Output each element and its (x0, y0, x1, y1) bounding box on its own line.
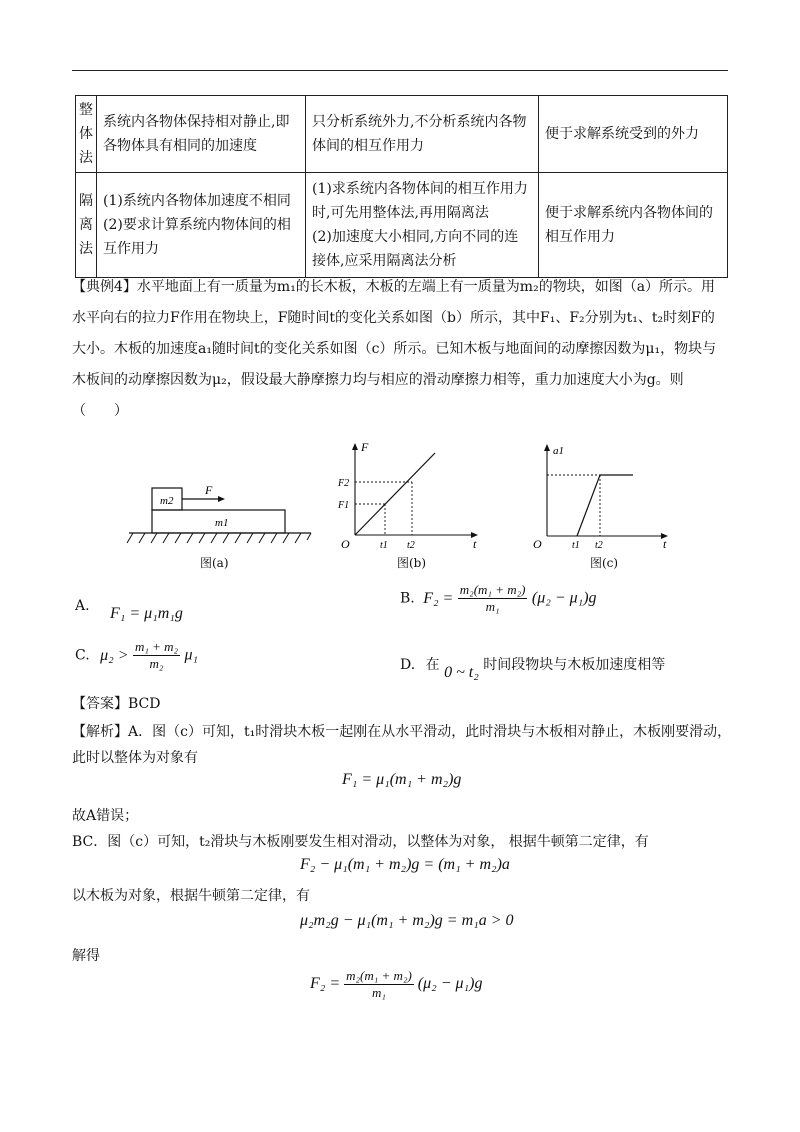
figure-c-caption: 图(c) (590, 556, 619, 570)
y-label: F (361, 440, 369, 454)
equation-4 (310, 968, 482, 1001)
eq4-lhs: F₂ = (310, 975, 341, 993)
fraction-den: m₁ (372, 985, 386, 1000)
tick-f2: F2 (338, 478, 350, 489)
accel-ramp (577, 475, 600, 536)
figure-b-caption: 图(b) (397, 556, 427, 570)
row-head: 整体法 (76, 96, 97, 173)
fraction-num: m₂(m₁ + m₂) (346, 968, 412, 983)
row-head: 隔离法 (76, 173, 97, 278)
ground-hatching (127, 533, 311, 543)
analysis-line-2: 此时以整体为对象有 (72, 750, 198, 766)
option-tail: μ₁ (184, 646, 199, 664)
cell-condition: (1)系统内各物体加速度不相同 (2)要求计算系统内物体间的相互作用力 (97, 173, 306, 278)
tick-t2: t2 (595, 540, 603, 550)
problem-tag: 【典例4】 (72, 279, 137, 295)
y-arrow-icon (544, 444, 550, 451)
arrow-head-icon (218, 496, 225, 502)
cell-principle: (1)求系统内各物体间的相互作用力时,可先用整体法,再用隔离法 (2)加速度大小相同,方向不同的连接体,应采用隔离法分析 (306, 173, 539, 278)
equation-2: F₂ − μ₁(m₁ + m₂)g = (m₁ + m₂)a (300, 856, 510, 873)
option-label: B. (400, 590, 415, 607)
x-label: t (663, 537, 667, 550)
tick-t2: t2 (407, 540, 415, 549)
problem-text: 水平地面上有一质量为m₁的长木板，木板的左端上有一质量为m₂的物块，如图（a）所示。用水平向右的拉力F作用在物块上，F随时间t的变化关系如图（b）所示，其中F₁、F₂分别为t₁、t₂时刻F的大小。木板的加速度a₁随时间t的变化关系如图（c）所示。已知木板与地面间的动摩擦因数为μ₁，物块与木板间的动摩擦因数为μ₂，假设最大静摩擦力均与相应的滑动摩擦力相等，重力加速度大小为g。则（ ） (72, 279, 717, 419)
origin-label: O (341, 537, 350, 549)
option-fraction (133, 639, 180, 672)
analysis-line-6: 解得 (72, 948, 100, 964)
equation-3: μ₂m₂g − μ₁(m₁ + m₂)g = m₁a > 0 (300, 912, 514, 929)
fraction-den: m₂ (149, 656, 164, 671)
equation-1: F₁ = μ₁(m₁ + m₂)g (342, 771, 462, 788)
option-range: 0 ~ t₂ (444, 664, 479, 681)
y-label: a1 (553, 445, 564, 457)
option-label: C. (75, 647, 90, 664)
tick-t1: t1 (572, 540, 580, 550)
figure-a-caption: 图(a) (200, 556, 229, 570)
fraction-num: m₂(m₁ + m₂) (459, 582, 526, 597)
figure-c (530, 440, 680, 550)
tick-t1: t1 (380, 540, 388, 549)
answer-line: 【答案】BCD (72, 696, 161, 712)
label-force: F (205, 483, 213, 497)
option-expr: F₁ = μ₁m₁g (110, 605, 183, 622)
option-lhs: F₂ = (423, 589, 454, 607)
cell-condition: 系统内各物体保持相对静止,即各物体具有相同的加速度 (97, 96, 306, 173)
cell-advantage: 便于求解系统受到的外力 (539, 96, 728, 173)
analysis-line-4: BC．图（c）可知，t₂滑块与木板刚要发生相对滑动，以整体为对象， 根据牛顿第二定律，有 (72, 834, 649, 850)
option-label: D. (400, 657, 416, 673)
figure-a (125, 480, 315, 550)
option-post: 时间段物块与木板加速度相等 (483, 657, 666, 673)
x-label: t (473, 537, 477, 549)
option-d[interactable] (400, 654, 666, 681)
table-row (76, 96, 728, 173)
fraction-num: m₁ + m₂ (134, 639, 179, 654)
y-arrow-icon (352, 443, 358, 450)
eq4-tail: (μ₂ − μ₁)g (417, 975, 483, 993)
figure-b (335, 437, 485, 549)
eq4-fraction (344, 968, 414, 1001)
fraction-den: m₁ (485, 599, 500, 614)
tick-f1: F1 (338, 500, 350, 511)
label-m1: m1 (215, 517, 229, 529)
analysis-line-1: 【解析】A．图（c）可知，t₁时滑块木板一起刚在从水平滑动，此时滑块与木板相对静止，木板刚要滑动， (72, 724, 732, 740)
method-comparison-table (75, 95, 728, 278)
option-c[interactable] (75, 639, 198, 672)
option-b[interactable] (400, 582, 597, 615)
origin-label: O (533, 537, 542, 550)
problem-statement (72, 272, 728, 427)
option-tail: (μ₂ − μ₁)g (531, 589, 597, 607)
cell-principle: 只分析系统外力,不分析系统内各物体间的相互作用力 (306, 96, 539, 173)
option-pre: 在 (425, 657, 440, 673)
cell-advantage: 便于求解系统内各物体间的相互作用力 (539, 173, 728, 278)
option-label: A. (75, 598, 90, 614)
analysis-line-3: 故A错误； (72, 808, 139, 824)
table-row (76, 173, 728, 278)
label-m2: m2 (160, 495, 174, 507)
option-fraction (458, 582, 528, 615)
analysis-line-5: 以木板为对象，根据牛顿第二定律，有 (72, 888, 310, 904)
option-lhs: μ₂ > (100, 646, 129, 664)
option-a[interactable] (75, 597, 183, 622)
force-line (355, 453, 435, 535)
header-rule (72, 70, 728, 71)
